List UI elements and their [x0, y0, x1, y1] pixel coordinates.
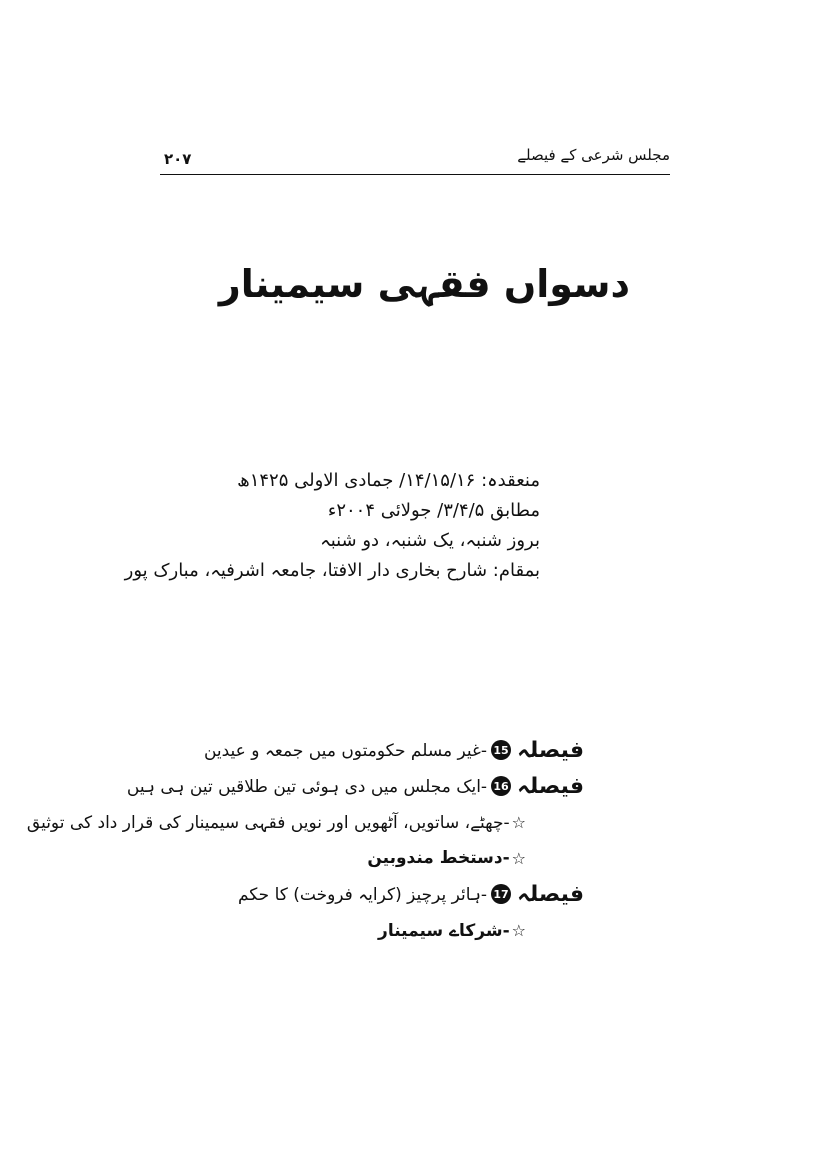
held-dates: منعقدہ: ۱۴/۱۵/۱۶/ جمادی الاولی ۱۴۲۵ھ	[237, 470, 540, 491]
seminar-title: دسواں فقہی سیمینار	[218, 262, 630, 306]
decision-item	[27, 768, 584, 804]
header-rule	[160, 174, 670, 175]
star-icon: ☆	[511, 812, 526, 832]
decision-label: فیصلہ	[517, 773, 584, 799]
sub-item	[27, 912, 584, 948]
sub-item-text: -شرکاے سیمینار	[378, 920, 510, 941]
sub-item-text: -دستخط مندوبین	[367, 848, 510, 868]
star-icon: ☆	[511, 920, 526, 940]
decision-text: -ایک مجلس میں دی ہوئی تین طلاقیں تین ہی ہیں	[126, 776, 488, 797]
running-header	[160, 146, 670, 180]
number-badge: 15	[491, 740, 511, 760]
decision-label: فیصلہ	[517, 737, 584, 763]
sub-item-text: -چھٹے، ساتویں، آٹھویں اور نویں فقہی سیمینار کی قرار داد کی توثیق	[26, 812, 510, 833]
number-badge: 16	[491, 776, 511, 796]
page-number: ۲۰۷	[164, 150, 192, 168]
seminar-details	[125, 466, 540, 586]
sub-item	[27, 840, 584, 876]
decision-label: فیصلہ	[517, 881, 584, 907]
decision-text: -غیر مسلم حکومتوں میں جمعہ و عیدین	[203, 740, 488, 761]
decision-item	[27, 876, 584, 912]
number-badge: 17	[491, 884, 511, 904]
running-title: مجلس شرعی کے فیصلے	[517, 146, 670, 164]
decision-list	[27, 732, 584, 948]
corresponding-dates: مطابق ۳/۴/۵/ جولائی ۲۰۰۴ء	[327, 500, 540, 521]
sub-item	[27, 804, 584, 840]
days: بروز شنبہ، یک شنبہ، دو شنبہ	[320, 530, 540, 551]
star-icon: ☆	[511, 848, 526, 868]
venue: بمقام: شارح بخاری دار الافتا، جامعہ اشرفیہ، مبارک پور	[124, 560, 540, 581]
decision-item	[27, 732, 584, 768]
decision-text: -ہائر پرچیز (کرایہ فروخت) کا حکم	[237, 884, 488, 905]
